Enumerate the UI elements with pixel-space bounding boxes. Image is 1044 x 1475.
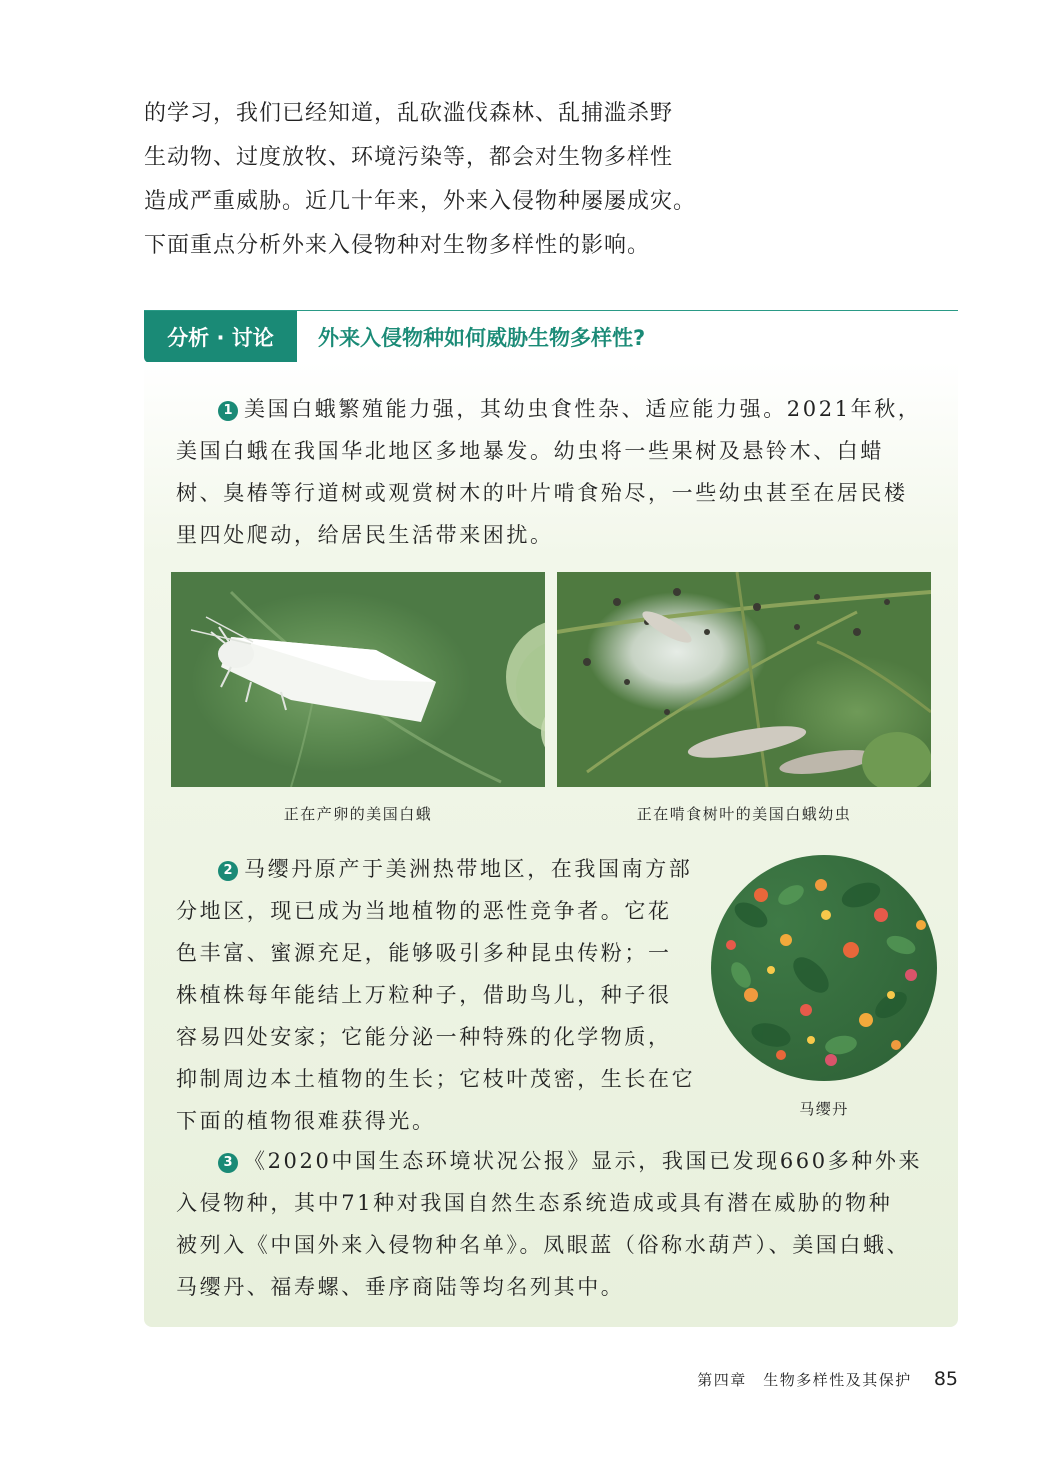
larva-photo	[557, 572, 931, 787]
page-footer	[697, 1368, 958, 1390]
intro-line: 下面重点分析外来入侵物种对生物多样性的影响。	[144, 233, 651, 258]
item-1-line: 美国白蛾在我国华北地区多地暴发。幼虫将一些果树及悬铃木、白蜡	[176, 439, 884, 463]
item-3-line: 《2020中国生态环境状况公报》显示，我国已发现660多种外来	[244, 1149, 923, 1173]
lantana-photo	[711, 855, 937, 1081]
number-badge: 2	[218, 861, 238, 881]
item-3	[176, 1140, 946, 1308]
number-badge: 3	[218, 1153, 238, 1173]
page-number: 85	[933, 1368, 958, 1390]
item-3-line: 入侵物种，其中71种对我国自然生态系统造成或具有潜在威胁的物种	[176, 1191, 893, 1215]
moth-caption: 正在产卵的美国白蛾	[283, 805, 433, 823]
item-1	[176, 388, 946, 556]
item-1-line: 树、臭椿等行道树或观赏树木的叶片啃食殆尽，一些幼虫甚至在居民楼	[176, 481, 908, 505]
item-2	[176, 848, 736, 1142]
item-2-line: 色丰富、蜜源充足，能够吸引多种昆虫传粉；一	[176, 941, 672, 965]
number-badge: 1	[218, 401, 238, 421]
item-2-line: 下面的植物很难获得光。	[176, 1109, 436, 1133]
larva-image	[557, 572, 931, 787]
chapter-title: 第四章 生物多样性及其保护	[697, 1371, 912, 1389]
section-header	[144, 310, 958, 364]
moth-photo	[171, 572, 545, 787]
intro-line: 生动物、过度放牧、环境污染等，都会对生物多样性	[144, 145, 674, 170]
section-tag: 分析 · 讨论	[144, 311, 297, 363]
item-2-line: 马缨丹原产于美洲热带地区，在我国南方部	[244, 857, 693, 881]
intro-text	[144, 92, 704, 268]
item-2-line: 容易四处安家；它能分泌一种特殊的化学物质，	[176, 1025, 672, 1049]
item-1-line: 美国白蛾繁殖能力强，其幼虫食性杂、适应能力强。2021年秋，	[244, 397, 922, 421]
lantana-caption: 马缨丹	[799, 1100, 849, 1118]
lantana-image	[711, 855, 937, 1081]
intro-line: 造成严重威胁。近几十年来，外来入侵物种屡屡成灾。	[144, 189, 697, 214]
item-3-line: 被列入《中国外来入侵物种名单》。凤眼蓝（俗称水葫芦）、美国白蛾、	[176, 1233, 911, 1257]
item-2-line: 分地区，现已成为当地植物的恶性竞争者。它花	[176, 899, 672, 923]
intro-line: 的学习，我们已经知道，乱砍滥伐森林、乱捕滥杀野	[144, 101, 674, 126]
item-2-line: 抑制周边本土植物的生长；它枝叶茂密，生长在它	[176, 1067, 696, 1091]
item-2-line: 株植株每年能结上万粒种子，借助鸟儿，种子很	[176, 983, 672, 1007]
item-1-line: 里四处爬动，给居民生活带来困扰。	[176, 523, 554, 547]
moth-image	[171, 572, 545, 787]
larva-caption: 正在啃食树叶的美国白蛾幼虫	[636, 805, 852, 823]
item-3-line: 马缨丹、福寿螺、垂序商陆等均名列其中。	[176, 1275, 625, 1299]
section-title: 外来入侵物种如何威胁生物多样性?	[318, 326, 646, 350]
